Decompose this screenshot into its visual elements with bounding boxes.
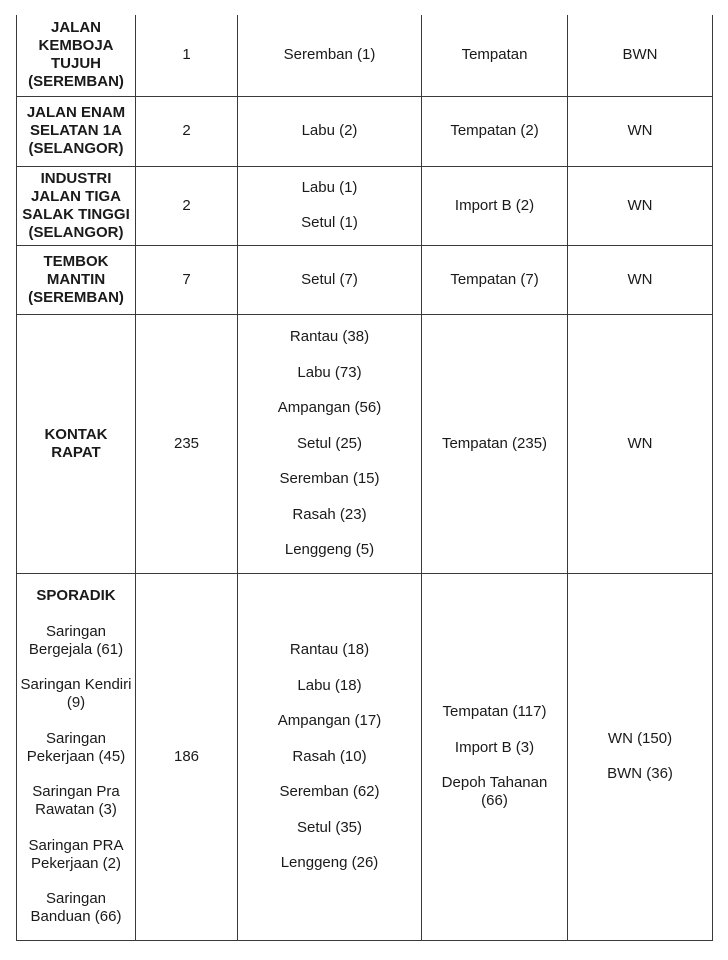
case-count-cell: 7 xyxy=(136,245,238,314)
location-line: JALAN xyxy=(50,19,101,37)
category-item: Import B (2) xyxy=(454,196,535,214)
location-line: MANTIN xyxy=(46,270,106,288)
nationality-item: WN xyxy=(627,122,653,139)
district-item: Ampangan (17) xyxy=(277,712,382,729)
location-line: SALAK TINGGI xyxy=(22,205,130,223)
location-cell xyxy=(17,245,136,314)
district-item: Seremban (15) xyxy=(279,470,380,487)
category-cell xyxy=(422,245,568,314)
nationality-cell xyxy=(568,245,713,314)
nationality-item: WN xyxy=(627,270,653,288)
location-line: JALAN TIGA xyxy=(31,187,121,205)
district-item: Setul (25) xyxy=(296,434,363,452)
screening-item: Saringan Kendiri (9) xyxy=(20,676,132,711)
district-item: Setul (1) xyxy=(301,214,358,232)
nationality-item: BWN (36) xyxy=(607,765,673,783)
location-line: SELATAN 1A xyxy=(30,122,122,139)
category-item: Tempatan (7) xyxy=(450,270,539,288)
district-item: Rantau (18) xyxy=(289,641,370,658)
case-count-cell: 2 xyxy=(136,166,238,245)
nationality-item: WN xyxy=(627,434,653,452)
district-item: Seremban (1) xyxy=(283,46,376,64)
district-item: Labu (2) xyxy=(301,122,358,139)
location-line: (SELANGOR) xyxy=(28,140,124,157)
category-cell xyxy=(422,573,568,940)
table-row xyxy=(17,573,713,940)
district-item: Rasah (23) xyxy=(292,505,367,523)
location-line: (SEREMBAN) xyxy=(28,288,124,306)
nationality-cell xyxy=(568,314,713,573)
location-line: TUJUH xyxy=(50,55,101,73)
screening-item: Saringan PRA Pekerjaan (2) xyxy=(28,836,124,872)
table-row xyxy=(17,15,713,96)
nationality-item: WN xyxy=(627,196,653,214)
category-item: Tempatan (2) xyxy=(450,122,539,139)
table-row xyxy=(17,96,713,166)
district-cell xyxy=(238,96,422,166)
district-item: Lenggeng (26) xyxy=(280,854,379,871)
category-cell xyxy=(422,314,568,573)
district-cell xyxy=(238,245,422,314)
nationality-cell xyxy=(568,96,713,166)
location-cell xyxy=(17,573,136,940)
location-line: (SEREMBAN) xyxy=(28,73,124,91)
district-cell xyxy=(238,573,422,940)
category-item: Depoh Tahanan (66) xyxy=(441,774,548,809)
screening-item: Saringan Bergejala (61) xyxy=(28,622,124,658)
case-count-cell: 235 xyxy=(136,314,238,573)
category-cell xyxy=(422,15,568,96)
nationality-cell xyxy=(568,15,713,96)
nationality-cell xyxy=(568,166,713,245)
category-item: Import B (3) xyxy=(454,738,535,756)
location-line: JALAN ENAM xyxy=(26,104,126,121)
district-item: Labu (1) xyxy=(301,178,358,196)
table-row xyxy=(17,166,713,245)
table-row xyxy=(17,245,713,314)
location-cell xyxy=(17,15,136,96)
district-cell xyxy=(238,166,422,245)
case-count-cell: 2 xyxy=(136,96,238,166)
district-item: Labu (73) xyxy=(297,363,362,381)
district-item: Ampangan (56) xyxy=(277,399,382,416)
category-item: Tempatan (235) xyxy=(441,434,548,452)
district-item: Setul (7) xyxy=(301,270,358,288)
case-count-cell: 1 xyxy=(136,15,238,96)
location-line: RAPAT xyxy=(51,443,101,461)
screening-item: Saringan Pekerjaan (45) xyxy=(26,729,126,765)
screening-item: Saringan Pra Rawatan (3) xyxy=(32,783,120,818)
location-line: KONTAK xyxy=(44,425,108,443)
case-count-cell: 186 xyxy=(136,573,238,940)
location-cell xyxy=(17,314,136,573)
screening-item: Saringan Banduan (66) xyxy=(30,890,122,925)
location-line: KEMBOJA xyxy=(38,37,114,55)
district-item: Rasah (10) xyxy=(292,747,367,765)
category-cell xyxy=(422,166,568,245)
cluster-table xyxy=(16,15,713,941)
category-item: Tempatan xyxy=(461,46,528,64)
category-cell xyxy=(422,96,568,166)
nationality-item: BWN xyxy=(622,46,658,64)
location-cell xyxy=(17,96,136,166)
district-item: Labu (18) xyxy=(297,676,362,694)
district-item: Seremban (62) xyxy=(279,783,380,800)
location-line: TEMBOK xyxy=(43,252,109,270)
location-heading: SPORADIK xyxy=(36,587,116,604)
district-item: Lenggeng (5) xyxy=(284,541,375,558)
district-item: Rantau (38) xyxy=(289,328,370,345)
nationality-item: WN (150) xyxy=(607,729,673,747)
location-cell xyxy=(17,166,136,245)
table-row xyxy=(17,314,713,573)
location-line: (SELANGOR) xyxy=(28,223,124,241)
district-cell xyxy=(238,314,422,573)
location-line: INDUSTRI xyxy=(40,169,112,187)
nationality-cell xyxy=(568,573,713,940)
district-item: Setul (35) xyxy=(296,818,363,836)
district-cell xyxy=(238,15,422,96)
category-item: Tempatan (117) xyxy=(442,703,547,720)
